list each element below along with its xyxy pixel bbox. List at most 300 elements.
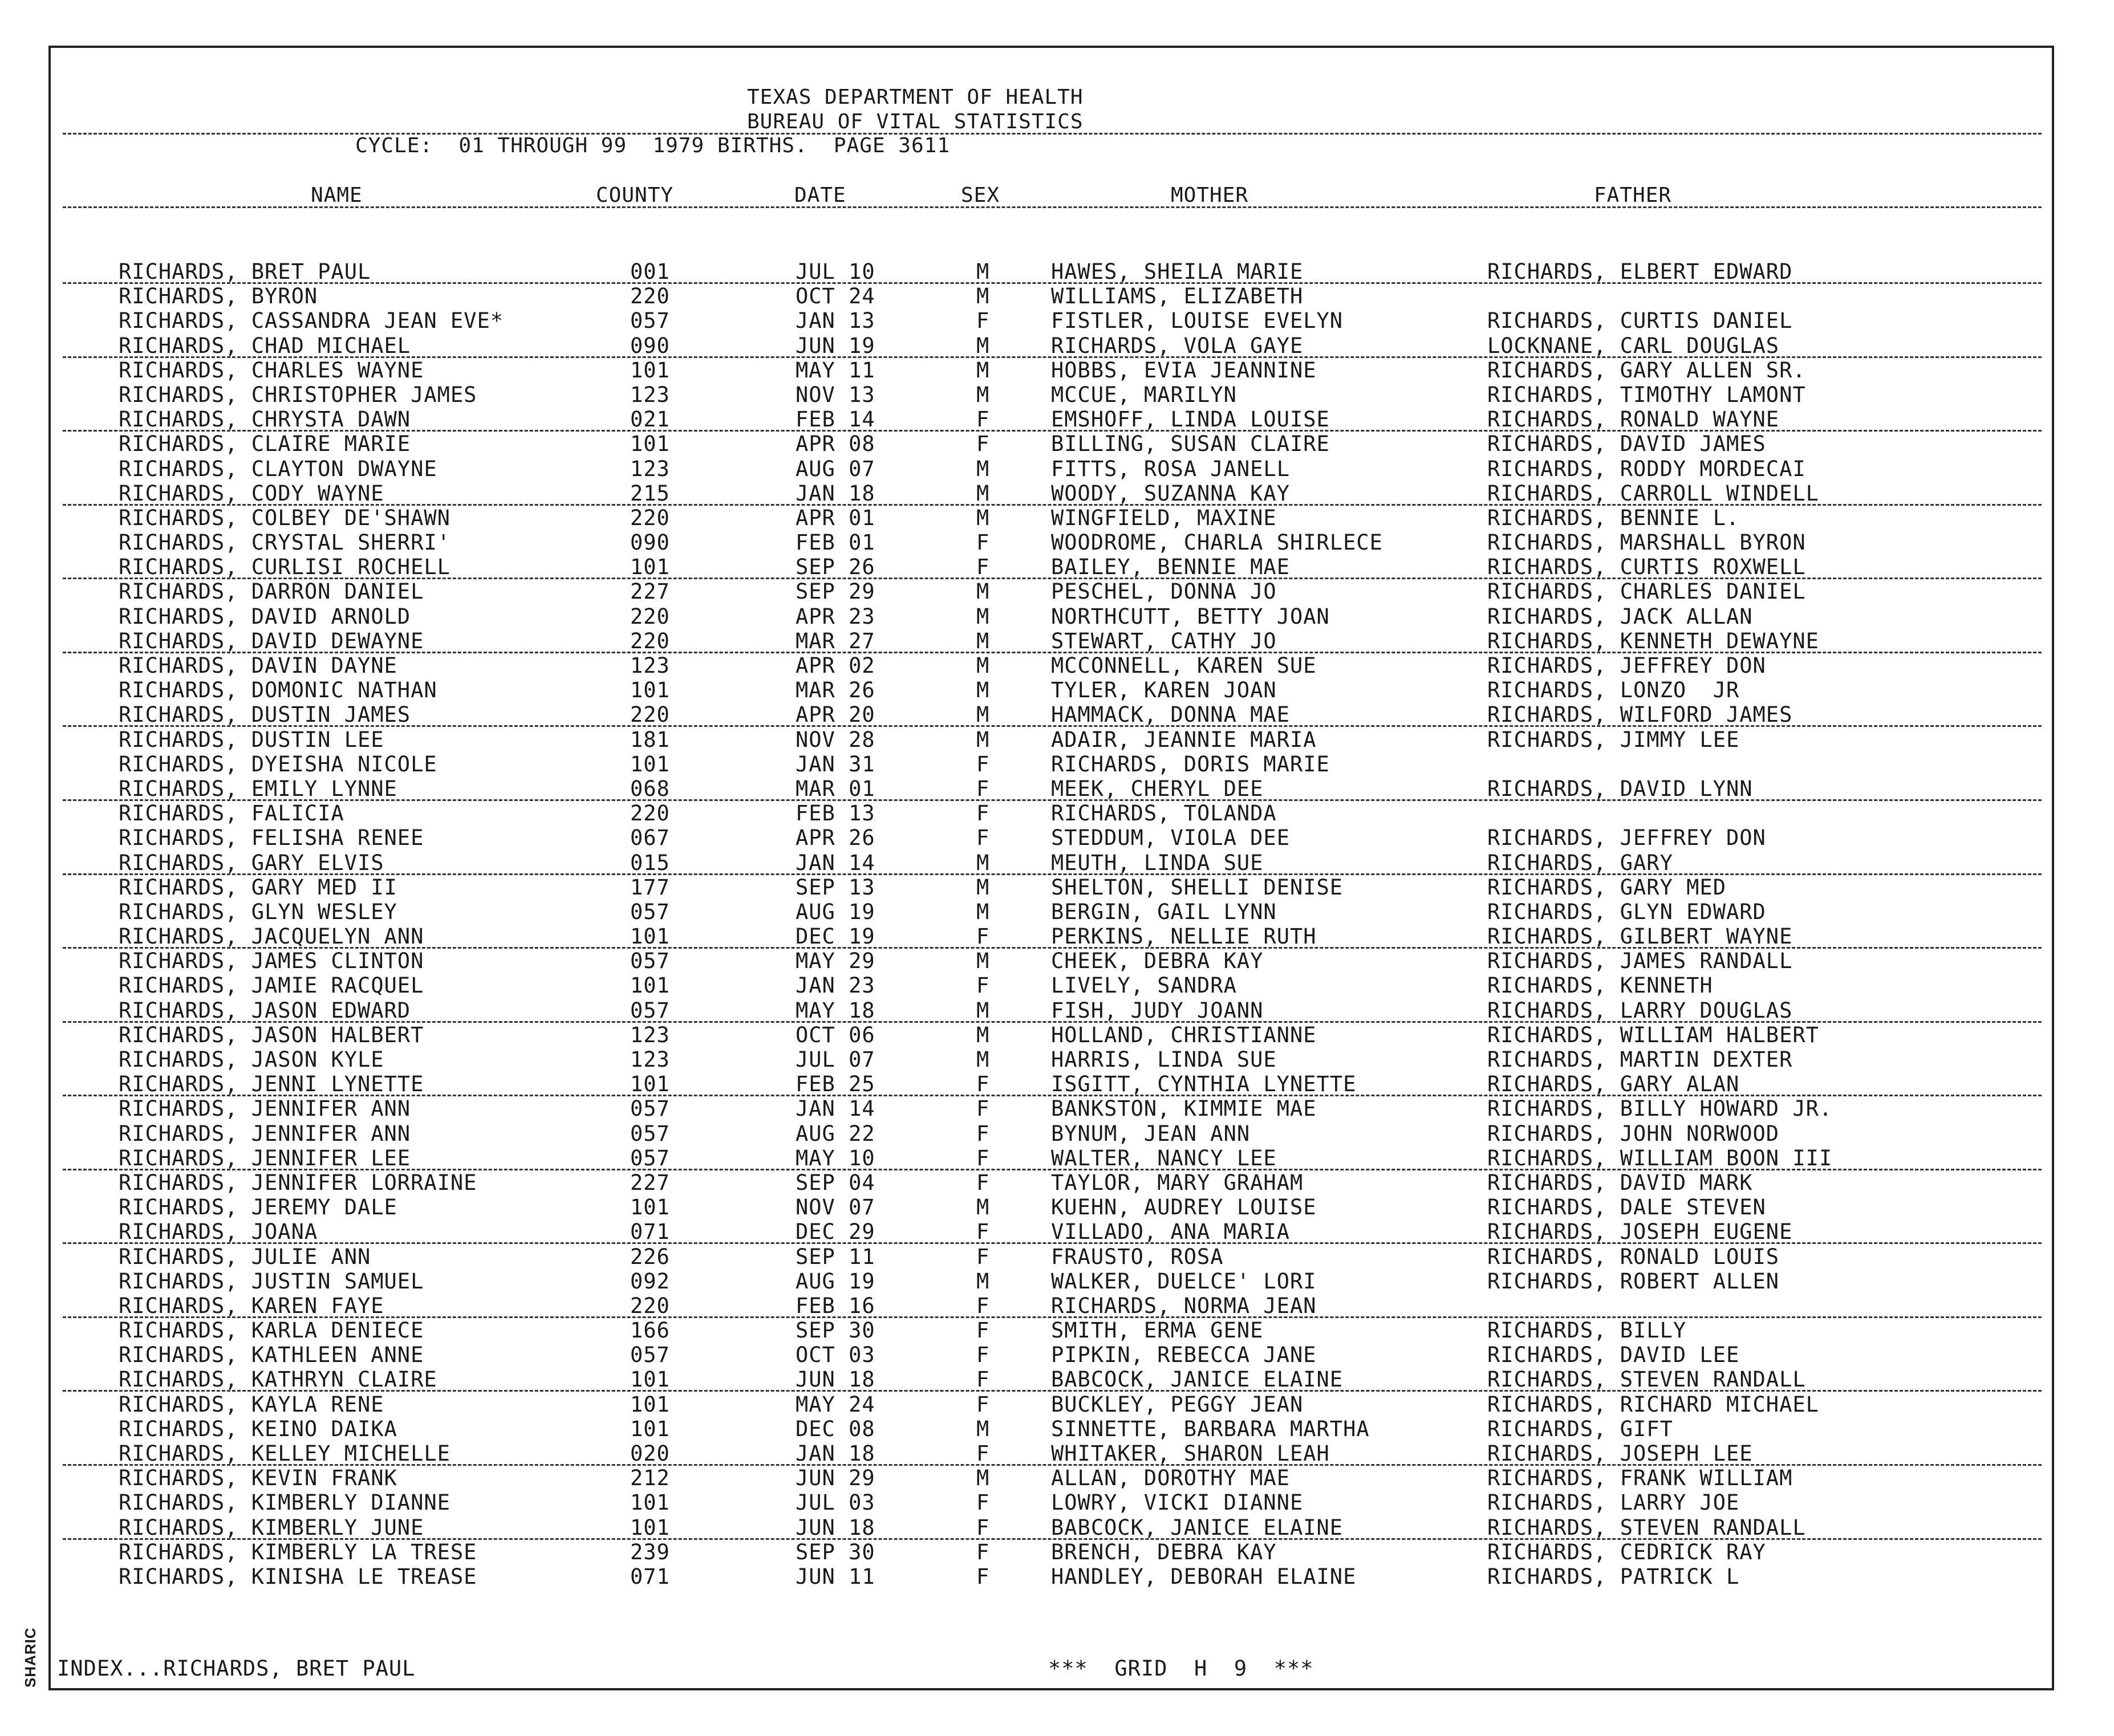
cell-name: RICHARDS, BYRON: [119, 284, 318, 309]
cell-county: 101: [630, 555, 670, 580]
table-row: [0, 727, 2114, 752]
cell-date: APR 02: [796, 653, 875, 678]
table-row: [0, 1121, 2114, 1146]
cell-mother: WOODY, SUZANNA KAY: [1051, 481, 1290, 506]
cell-sex: F: [976, 1121, 990, 1146]
cell-date: FEB 14: [796, 407, 875, 432]
cell-father: RICHARDS, WILLIAM BOON III: [1487, 1145, 1833, 1170]
cell-sex: F: [976, 973, 990, 998]
cell-mother: VILLADO, ANA MARIA: [1051, 1219, 1290, 1245]
table-row: [0, 604, 2114, 629]
cell-sex: F: [976, 1244, 990, 1269]
cell-father: RICHARDS, JAMES RANDALL: [1487, 949, 1793, 974]
cell-father: RICHARDS, JEFFREY DON: [1487, 826, 1766, 851]
cell-sex: F: [976, 1293, 990, 1318]
cell-date: JUL 03: [796, 1490, 875, 1515]
cell-county: 101: [630, 432, 670, 457]
cell-sex: M: [976, 1022, 990, 1047]
cell-county: 071: [630, 1219, 670, 1245]
cell-county: 166: [630, 1318, 670, 1343]
cell-name: RICHARDS, CRYSTAL SHERRI': [119, 530, 451, 555]
table-row: [0, 579, 2114, 604]
cell-sex: M: [976, 604, 990, 629]
cell-date: SEP 30: [796, 1318, 875, 1343]
cell-name: RICHARDS, KATHLEEN ANNE: [119, 1343, 424, 1368]
table-row: [0, 1564, 2114, 1589]
cell-father: RICHARDS, LONZO JR: [1487, 678, 1740, 703]
cell-name: RICHARDS, JASON HALBERT: [119, 1022, 424, 1047]
table-row: [0, 1269, 2114, 1294]
cell-mother: BABCOCK, JANICE ELAINE: [1051, 1367, 1344, 1392]
table-row: [0, 973, 2114, 998]
cell-sex: M: [976, 678, 990, 703]
cell-date: NOV 28: [796, 727, 875, 752]
cycle-line: CYCLE: 01 THROUGH 99 1979 BIRTHS. PAGE 3611: [355, 134, 950, 157]
cell-date: AUG 22: [796, 1121, 875, 1146]
cell-name: RICHARDS, GLYN WESLEY: [119, 899, 397, 924]
cell-sex: M: [976, 850, 990, 875]
table-row: [0, 1195, 2114, 1219]
cell-mother: WHITAKER, SHARON LEAH: [1051, 1441, 1330, 1466]
cell-mother: EMSHOFF, LINDA LOUISE: [1051, 407, 1330, 432]
cell-date: APR 20: [796, 702, 875, 727]
cell-mother: MCCUE, MARILYN: [1051, 382, 1237, 407]
cell-father: RICHARDS, RICHARD MICHAEL: [1487, 1392, 1819, 1417]
table-row: [0, 1515, 2114, 1540]
cell-county: 101: [630, 1392, 670, 1417]
cell-name: RICHARDS, JACQUELYN ANN: [119, 924, 424, 949]
cell-sex: M: [976, 333, 990, 358]
cell-name: RICHARDS, KAREN FAYE: [119, 1293, 384, 1318]
cell-name: RICHARDS, DAVID ARNOLD: [119, 604, 411, 629]
cell-date: JUN 11: [796, 1564, 875, 1589]
table-row: [0, 678, 2114, 702]
cell-name: RICHARDS, DAVID DEWAYNE: [119, 628, 424, 653]
cell-name: RICHARDS, DYEISHA NICOLE: [119, 751, 437, 776]
cell-father: RICHARDS, DAVID JAMES: [1487, 432, 1766, 457]
cell-name: RICHARDS, KEVIN FRANK: [119, 1466, 397, 1491]
cell-date: OCT 06: [796, 1022, 875, 1047]
cell-sex: F: [976, 407, 990, 432]
cell-father: RICHARDS, DAVID LEE: [1487, 1343, 1740, 1368]
cell-name: RICHARDS, FALICIA: [119, 801, 344, 826]
cell-county: 101: [630, 1416, 670, 1441]
cell-date: FEB 01: [796, 530, 875, 555]
table-row: [0, 653, 2114, 678]
cell-county: 101: [630, 1195, 670, 1220]
cell-county: 123: [630, 653, 670, 678]
table-row: [0, 1392, 2114, 1417]
cell-mother: FISH, JUDY JOANN: [1051, 998, 1264, 1023]
cell-sex: M: [976, 628, 990, 653]
cell-father: RICHARDS, LARRY DOUGLAS: [1487, 998, 1793, 1023]
cell-county: 071: [630, 1564, 670, 1589]
table-row: [0, 1490, 2114, 1515]
department-title: TEXAS DEPARTMENT OF HEALTH: [747, 86, 1084, 109]
table-row: [0, 259, 2114, 284]
cell-county: 020: [630, 1441, 670, 1466]
cell-mother: BAILEY, BENNIE MAE: [1051, 555, 1290, 580]
cell-mother: PERKINS, NELLIE RUTH: [1051, 924, 1317, 949]
cell-sex: M: [976, 702, 990, 727]
index-footer: INDEX...RICHARDS, BRET PAUL: [57, 1656, 416, 1681]
cell-sex: M: [976, 481, 990, 506]
table-row: [0, 1367, 2114, 1392]
cell-mother: LOWRY, VICKI DIANNE: [1051, 1490, 1304, 1515]
cell-sex: F: [976, 1564, 990, 1589]
cell-father: RICHARDS, BILLY: [1487, 1318, 1687, 1343]
cell-sex: F: [976, 826, 990, 851]
table-row: [0, 875, 2114, 900]
cell-father: RICHARDS, MARSHALL BYRON: [1487, 530, 1806, 555]
cell-date: JAN 31: [796, 751, 875, 776]
column-header-name: NAME: [311, 184, 363, 207]
cell-sex: F: [976, 751, 990, 776]
cell-father: RICHARDS, DAVID MARK: [1487, 1170, 1753, 1195]
cell-county: 001: [630, 259, 670, 284]
cell-mother: BANKSTON, KIMMIE MAE: [1051, 1096, 1317, 1121]
cell-date: OCT 24: [796, 284, 875, 309]
cell-father: RICHARDS, GIFT: [1487, 1416, 1673, 1441]
cell-date: MAY 18: [796, 998, 875, 1023]
cell-date: SEP 29: [796, 579, 875, 604]
cell-sex: M: [976, 949, 990, 974]
cell-father: RICHARDS, CURTIS DANIEL: [1487, 308, 1793, 334]
cell-date: APR 01: [796, 505, 875, 530]
cell-name: RICHARDS, KELLEY MICHELLE: [119, 1441, 451, 1466]
cell-date: JUN 18: [796, 1515, 875, 1540]
table-row: [0, 629, 2114, 653]
cell-county: 239: [630, 1539, 670, 1564]
table-row: [0, 1245, 2114, 1269]
cell-date: MAR 26: [796, 678, 875, 703]
cell-name: RICHARDS, KIMBERLY JUNE: [119, 1515, 424, 1540]
cell-sex: F: [976, 1392, 990, 1417]
table-row: [0, 358, 2114, 383]
cell-mother: SMITH, ERMA GENE: [1051, 1318, 1264, 1343]
cell-mother: FISTLER, LOUISE EVELYN: [1051, 308, 1344, 334]
cell-name: RICHARDS, CASSANDRA JEAN EVE*: [119, 308, 504, 334]
cell-date: MAY 24: [796, 1392, 875, 1417]
cell-name: RICHARDS, KIMBERLY LA TRESE: [119, 1539, 477, 1564]
cell-name: RICHARDS, BRET PAUL: [119, 259, 371, 284]
cell-mother: MEEK, CHERYL DEE: [1051, 776, 1264, 801]
cell-date: APR 26: [796, 826, 875, 851]
table-row: [0, 407, 2114, 432]
table-row: [0, 1417, 2114, 1441]
cell-name: RICHARDS, GARY MED II: [119, 875, 397, 900]
table-row: [0, 998, 2114, 1023]
cell-sex: F: [976, 1490, 990, 1515]
cell-sex: F: [976, 555, 990, 580]
cell-sex: F: [976, 1145, 990, 1170]
cell-sex: M: [976, 899, 990, 924]
cell-name: RICHARDS, KARLA DENIECE: [119, 1318, 424, 1343]
cell-father: RICHARDS, JOSEPH EUGENE: [1487, 1219, 1793, 1245]
cell-sex: M: [976, 259, 990, 284]
cell-date: DEC 29: [796, 1219, 875, 1245]
bureau-title: BUREAU OF VITAL STATISTICS: [747, 110, 1084, 133]
cell-mother: BILLING, SUSAN CLAIRE: [1051, 432, 1330, 457]
table-row: [0, 334, 2114, 358]
cell-county: 015: [630, 850, 670, 875]
cell-date: NOV 07: [796, 1195, 875, 1220]
cell-sex: F: [976, 1515, 990, 1540]
cell-county: 057: [630, 1121, 670, 1146]
cell-father: RICHARDS, KENNETH DEWAYNE: [1487, 628, 1819, 653]
cell-father: RICHARDS, WILFORD JAMES: [1487, 702, 1793, 727]
cell-sex: F: [976, 1096, 990, 1121]
cell-date: MAR 27: [796, 628, 875, 653]
cell-county: 057: [630, 998, 670, 1023]
cell-father: RICHARDS, STEVEN RANDALL: [1487, 1367, 1806, 1392]
cell-county: 177: [630, 875, 670, 900]
cell-sex: F: [976, 1343, 990, 1368]
cell-name: RICHARDS, DOMONIC NATHAN: [119, 678, 437, 703]
cell-county: 057: [630, 949, 670, 974]
cell-name: RICHARDS, JULIE ANN: [119, 1244, 371, 1269]
cell-county: 067: [630, 826, 670, 851]
cell-name: RICHARDS, JENNIFER LEE: [119, 1145, 411, 1170]
cell-father: RICHARDS, DAVID LYNN: [1487, 776, 1753, 801]
cell-name: RICHARDS, CHRYSTA DAWN: [119, 407, 411, 432]
cell-sex: M: [976, 1195, 990, 1220]
cell-county: 101: [630, 1367, 670, 1392]
cell-father: RICHARDS, CARROLL WINDELL: [1487, 481, 1819, 506]
cell-date: FEB 13: [796, 801, 875, 826]
cell-sex: M: [976, 1269, 990, 1294]
cell-name: RICHARDS, JASON EDWARD: [119, 998, 411, 1023]
cell-mother: WILLIAMS, ELIZABETH: [1051, 284, 1304, 309]
column-header-rule: [63, 206, 2042, 208]
cell-date: MAY 11: [796, 357, 875, 383]
cell-father: RICHARDS, GARY MED: [1487, 875, 1726, 900]
cell-date: JAN 23: [796, 973, 875, 998]
table-row: [0, 432, 2114, 456]
cell-name: RICHARDS, FELISHA RENEE: [119, 826, 424, 851]
cell-father: RICHARDS, GARY: [1487, 850, 1673, 875]
cell-father: RICHARDS, RONALD LOUIS: [1487, 1244, 1780, 1269]
cell-mother: HOLLAND, CHRISTIANNE: [1051, 1022, 1317, 1047]
cell-county: 123: [630, 1047, 670, 1072]
cell-father: RICHARDS, CHARLES DANIEL: [1487, 579, 1806, 604]
column-header-sex: SEX: [961, 184, 1000, 207]
cell-mother: HARRIS, LINDA SUE: [1051, 1047, 1277, 1072]
cell-name: RICHARDS, CHRISTOPHER JAMES: [119, 382, 477, 407]
table-row: [0, 702, 2114, 727]
cell-father: RICHARDS, TIMOTHY LAMONT: [1487, 382, 1806, 407]
cell-father: RICHARDS, GARY ALAN: [1487, 1072, 1740, 1097]
cell-date: AUG 07: [796, 456, 875, 481]
grid-footer: *** GRID H 9 ***: [1048, 1656, 1314, 1681]
table-row: [0, 826, 2114, 850]
cell-date: OCT 03: [796, 1343, 875, 1368]
cell-sex: F: [976, 776, 990, 801]
cell-county: 227: [630, 1170, 670, 1195]
cell-sex: M: [976, 653, 990, 678]
cell-mother: HOBBS, EVIA JEANNINE: [1051, 357, 1317, 383]
table-row: [0, 1343, 2114, 1367]
table-row: [0, 1540, 2114, 1564]
cell-father: RICHARDS, GILBERT WAYNE: [1487, 924, 1793, 949]
cell-sex: F: [976, 1539, 990, 1564]
cell-county: 101: [630, 973, 670, 998]
column-header-county: COUNTY: [596, 184, 674, 207]
cell-county: 123: [630, 456, 670, 481]
cell-father: RICHARDS, JEFFREY DON: [1487, 653, 1766, 678]
cell-name: RICHARDS, DARRON DANIEL: [119, 579, 424, 604]
table-row: [0, 555, 2114, 579]
cell-sex: M: [976, 1047, 990, 1072]
cell-mother: CHEEK, DEBRA KAY: [1051, 949, 1264, 974]
cell-sex: M: [976, 727, 990, 752]
cell-name: RICHARDS, GARY ELVIS: [119, 850, 384, 875]
cell-county: 220: [630, 1293, 670, 1318]
table-row: [0, 1170, 2114, 1195]
cell-mother: FITTS, ROSA JANELL: [1051, 456, 1290, 481]
cell-mother: RICHARDS, DORIS MARIE: [1051, 751, 1330, 776]
cell-date: DEC 19: [796, 924, 875, 949]
cell-mother: BABCOCK, JANICE ELAINE: [1051, 1515, 1344, 1540]
cell-sex: M: [976, 875, 990, 900]
cell-mother: STEWART, CATHY JO: [1051, 628, 1277, 653]
cell-mother: TYLER, KAREN JOAN: [1051, 678, 1277, 703]
cell-father: RICHARDS, BENNIE L.: [1487, 505, 1740, 530]
table-row: [0, 949, 2114, 973]
cell-sex: F: [976, 801, 990, 826]
cell-date: JUN 29: [796, 1466, 875, 1491]
cell-county: 057: [630, 1145, 670, 1170]
cell-father: RICHARDS, ROBERT ALLEN: [1487, 1269, 1780, 1294]
cell-name: RICHARDS, DUSTIN JAMES: [119, 702, 411, 727]
table-row: [0, 481, 2114, 506]
cell-mother: RICHARDS, VOLA GAYE: [1051, 333, 1304, 358]
cell-county: 220: [630, 801, 670, 826]
cell-date: FEB 25: [796, 1072, 875, 1097]
cell-father: RICHARDS, DALE STEVEN: [1487, 1195, 1766, 1220]
cell-father: RICHARDS, FRANK WILLIAM: [1487, 1466, 1793, 1491]
cell-county: 068: [630, 776, 670, 801]
cell-county: 123: [630, 382, 670, 407]
cell-name: RICHARDS, CHARLES WAYNE: [119, 357, 424, 383]
cell-father: RICHARDS, ELBERT EDWARD: [1487, 259, 1793, 284]
table-row: [0, 457, 2114, 481]
cell-name: RICHARDS, CHAD MICHAEL: [119, 333, 411, 358]
cell-father: RICHARDS, BILLY HOWARD JR.: [1487, 1096, 1833, 1121]
table-row: [0, 801, 2114, 826]
table-row: [0, 1441, 2114, 1466]
cell-sex: M: [976, 998, 990, 1023]
table-row: [0, 308, 2114, 333]
table-row: [0, 851, 2114, 875]
cell-father: RICHARDS, WILLIAM HALBERT: [1487, 1022, 1819, 1047]
cell-mother: HAMMACK, DONNA MAE: [1051, 702, 1290, 727]
cell-name: RICHARDS, DUSTIN LEE: [119, 727, 384, 752]
cell-father: RICHARDS, GARY ALLEN SR.: [1487, 357, 1806, 383]
cell-date: MAR 01: [796, 776, 875, 801]
cell-sex: M: [976, 357, 990, 383]
cell-father: RICHARDS, JIMMY LEE: [1487, 727, 1740, 752]
cell-county: 057: [630, 1343, 670, 1368]
cell-sex: M: [976, 1416, 990, 1441]
table-row: [0, 776, 2114, 801]
cell-date: SEP 04: [796, 1170, 875, 1195]
cell-father: RICHARDS, PATRICK L: [1487, 1564, 1740, 1589]
cell-county: 057: [630, 899, 670, 924]
cell-date: JUN 18: [796, 1367, 875, 1392]
cell-county: 101: [630, 1490, 670, 1515]
cell-father: RICHARDS, KENNETH: [1487, 973, 1713, 998]
cell-sex: M: [976, 456, 990, 481]
cell-county: 212: [630, 1466, 670, 1491]
cell-name: RICHARDS, DAVIN DAYNE: [119, 653, 397, 678]
cell-name: RICHARDS, KAYLA RENE: [119, 1392, 384, 1417]
cell-date: JAN 14: [796, 850, 875, 875]
cell-county: 220: [630, 702, 670, 727]
cell-father: RICHARDS, RODDY MORDECAI: [1487, 456, 1806, 481]
table-row: [0, 752, 2114, 776]
table-row: [0, 383, 2114, 407]
cell-sex: F: [976, 530, 990, 555]
cell-name: RICHARDS, CLAIRE MARIE: [119, 432, 411, 457]
cell-name: RICHARDS, JUSTIN SAMUEL: [119, 1269, 424, 1294]
cell-mother: RICHARDS, TOLANDA: [1051, 801, 1277, 826]
cell-name: RICHARDS, JENNIFER LORRAINE: [119, 1170, 477, 1195]
table-row: [0, 1219, 2114, 1244]
cell-sex: F: [976, 1318, 990, 1343]
cell-father: LOCKNANE, CARL DOUGLAS: [1487, 333, 1780, 358]
cell-name: RICHARDS, KEINO DAIKA: [119, 1416, 397, 1441]
cell-date: JUL 07: [796, 1047, 875, 1072]
side-label: SHARIC: [22, 1627, 39, 1688]
table-row: [0, 506, 2114, 530]
cell-name: RICHARDS, KIMBERLY DIANNE: [119, 1490, 451, 1515]
table-row: [0, 900, 2114, 924]
birth-records-table: [0, 259, 2114, 1589]
cell-date: SEP 11: [796, 1244, 875, 1269]
cell-mother: KUEHN, AUDREY LOUISE: [1051, 1195, 1317, 1220]
cell-date: SEP 13: [796, 875, 875, 900]
cell-date: NOV 13: [796, 382, 875, 407]
cell-date: FEB 16: [796, 1293, 875, 1318]
table-row: [0, 1023, 2114, 1047]
column-header-mother: MOTHER: [1171, 184, 1249, 207]
table-row: [0, 1072, 2114, 1096]
cell-mother: WALKER, DUELCE' LORI: [1051, 1269, 1317, 1294]
cell-county: 220: [630, 628, 670, 653]
cell-name: RICHARDS, KINISHA LE TREASE: [119, 1564, 477, 1589]
table-row: [0, 1096, 2114, 1121]
cell-name: RICHARDS, CODY WAYNE: [119, 481, 384, 506]
table-row: [0, 1047, 2114, 1072]
cell-name: RICHARDS, JAMIE RACQUEL: [119, 973, 424, 998]
table-row: [0, 1318, 2114, 1343]
cell-county: 101: [630, 1072, 670, 1097]
cell-sex: F: [976, 1367, 990, 1392]
cell-father: RICHARDS, JACK ALLAN: [1487, 604, 1753, 629]
cell-date: AUG 19: [796, 899, 875, 924]
cell-mother: FRAUSTO, ROSA: [1051, 1244, 1224, 1269]
cell-name: RICHARDS, CLAYTON DWAYNE: [119, 456, 437, 481]
cell-county: 215: [630, 481, 670, 506]
cell-county: 057: [630, 1096, 670, 1121]
cell-name: RICHARDS, JOANA: [119, 1219, 318, 1245]
cell-mother: PESCHEL, DONNA JO: [1051, 579, 1277, 604]
cell-date: JAN 18: [796, 481, 875, 506]
cell-mother: STEDDUM, VIOLA DEE: [1051, 826, 1290, 851]
cell-county: 220: [630, 284, 670, 309]
cell-mother: WOODROME, CHARLA SHIRLECE: [1051, 530, 1383, 555]
